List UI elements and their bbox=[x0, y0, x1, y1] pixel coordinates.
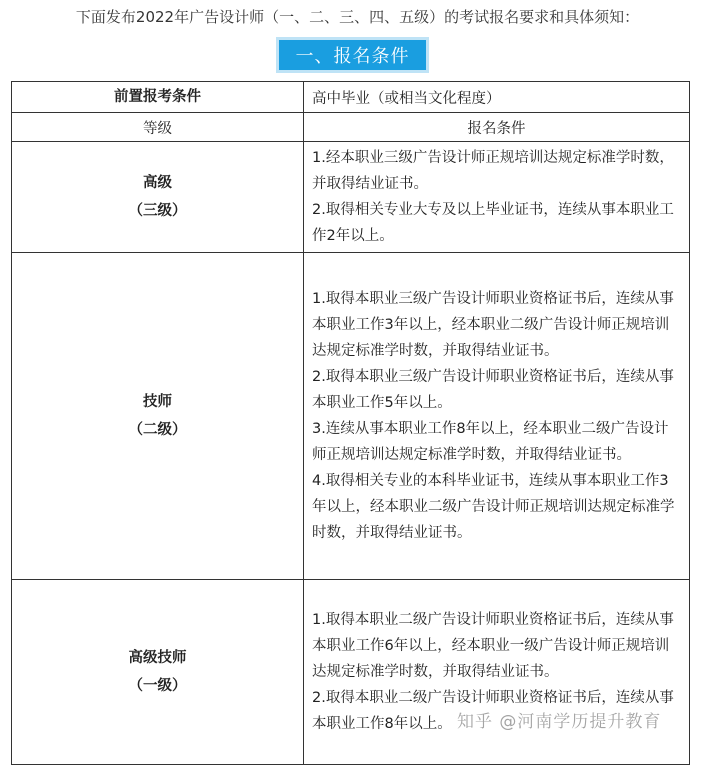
conditions-cell bbox=[304, 142, 690, 253]
table-row bbox=[12, 142, 690, 253]
level-grade: （二级） bbox=[128, 422, 187, 438]
level-grade: （三级） bbox=[128, 203, 187, 219]
prereq-row bbox=[12, 82, 690, 113]
level-cell bbox=[12, 142, 304, 253]
condition-item: 4.取得相关专业的本科毕业证书，连续从事本职业工作3年以上，经本职业二级广告设计师正规培训达规定标准学时数，并取得结业证书。 bbox=[312, 473, 675, 541]
level-grade: （一级） bbox=[128, 678, 187, 694]
table-row bbox=[12, 580, 690, 765]
prereq-value: 高中毕业（或相当文化程度） bbox=[304, 82, 690, 113]
header-level: 等级 bbox=[12, 113, 304, 142]
conditions-cell bbox=[304, 580, 690, 765]
header-row bbox=[12, 113, 690, 142]
condition-item: 1.取得本职业二级广告设计师职业资格证书后，连续从事本职业工作6年以上，经本职业一级广告设计师正规培训达规定标准学时数，并取得结业证书。 bbox=[312, 612, 674, 680]
prereq-label: 前置报考条件 bbox=[12, 82, 304, 113]
requirements-table bbox=[11, 81, 690, 765]
level-name: 技师 bbox=[143, 394, 172, 410]
condition-item: 1.经本职业三级广告设计师正规培训达规定标准学时数，并取得结业证书。 bbox=[312, 150, 674, 192]
level-name: 高级 bbox=[143, 175, 172, 191]
watermark: 知乎 @河南学历提升教育 bbox=[457, 712, 662, 732]
section-banner: 一、报名条件 bbox=[279, 40, 426, 70]
condition-item: 1.取得本职业三级广告设计师职业资格证书后，连续从事本职业工作3年以上，经本职业二级广告设计师正规培训达规定标准学时数，并取得结业证书。 bbox=[312, 291, 674, 359]
level-name: 高级技师 bbox=[128, 650, 187, 666]
header-conditions: 报名条件 bbox=[304, 113, 690, 142]
condition-item: 2.取得本职业二级广告设计师职业资格证书后，连续从事本职业工作8年以上。 bbox=[312, 690, 674, 732]
level-cell bbox=[12, 253, 304, 580]
condition-item: 2.取得相关专业大专及以上毕业证书，连续从事本职业工作2年以上。 bbox=[312, 202, 674, 244]
table-row bbox=[12, 253, 690, 580]
condition-item: 2.取得本职业三级广告设计师职业资格证书后，连续从事本职业工作5年以上。 bbox=[312, 369, 674, 411]
intro-text: 下面发布2022年广告设计师（一、二、三、四、五级）的考试报名要求和具体须知： bbox=[75, 8, 640, 26]
conditions-cell bbox=[304, 253, 690, 580]
level-cell bbox=[12, 580, 304, 765]
condition-item: 3.连续从事本职业工作8年以上，经本职业二级广告设计师正规培训达规定标准学时数，并取得结业证书。 bbox=[312, 421, 669, 463]
